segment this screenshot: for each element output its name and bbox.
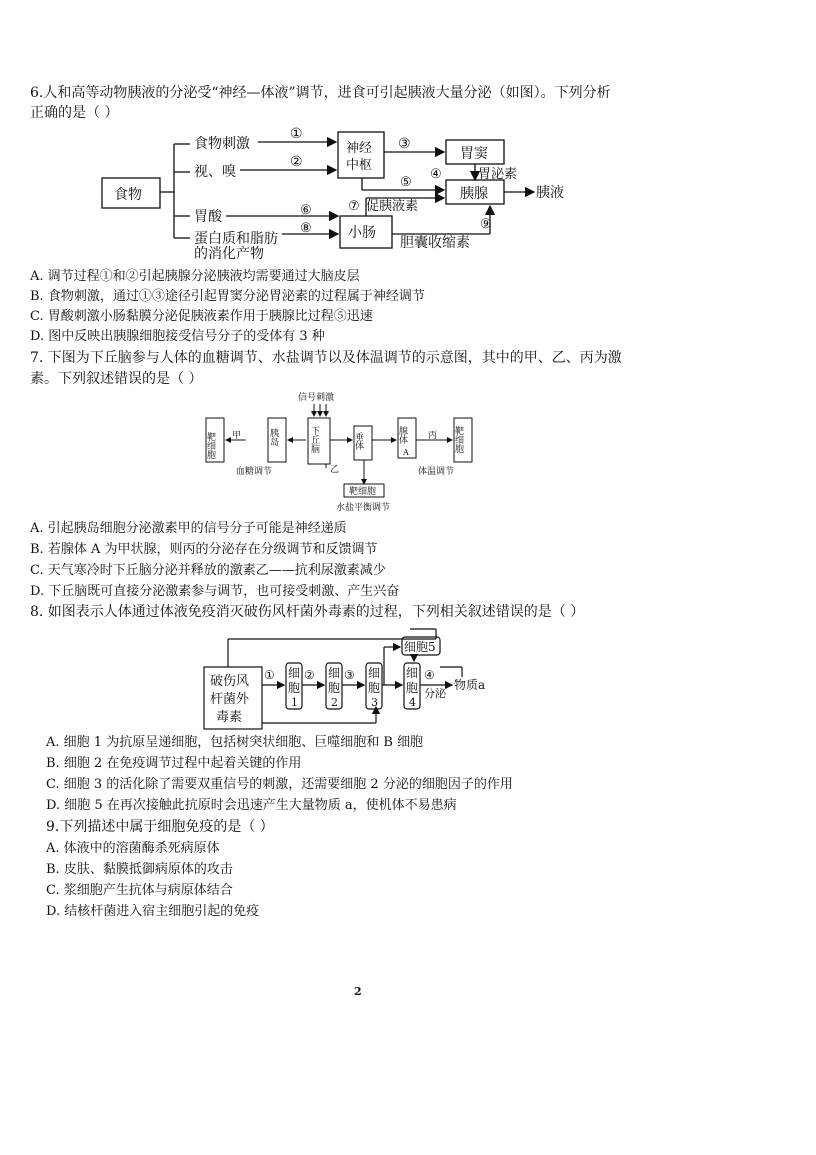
- q7-signal-label: 信号刺激: [298, 393, 335, 403]
- q8-cell-1-word: 细: [288, 666, 301, 680]
- q7-gland-a-label-1: 腺体: [397, 426, 407, 444]
- q8-option-d: D. 细胞 5 在再次接触此抗原时会迅速产生大量物质 a，使机体不易患病: [46, 798, 457, 813]
- q8-cell-2-num: 2: [331, 696, 338, 709]
- q9-option-d: D. 结核杆菌进入宿主细胞引起的免疫: [46, 904, 260, 919]
- q8-diagram: [200, 625, 510, 735]
- q8-num-3: ③: [344, 668, 355, 682]
- q7-target-cell-left-label: 靶细胞: [205, 432, 215, 459]
- q6-nerve-center-label-1: 神经: [346, 141, 373, 156]
- q8-option-b: B. 细胞 2 在免疫调节过程中起着关键的作用: [46, 756, 302, 771]
- q7-glucose-reg-label: 血糖调节: [236, 467, 273, 477]
- q6-diagram: [90, 122, 570, 262]
- q8-cell-4-word: 细: [406, 666, 419, 680]
- q8-secrete-label: 分泌: [424, 687, 446, 700]
- q6-num-8: ⑧: [300, 221, 312, 236]
- q6-stem-line1: 6.人和高等动物胰液的分泌受“神经—体液”调节，进食可引起胰液大量分泌（如图）。下列分析: [30, 85, 611, 101]
- q8-num-4: ④: [424, 668, 435, 682]
- q8-cell-3-word: 细: [368, 666, 381, 680]
- page-number: 2: [354, 985, 362, 998]
- q6-protein-fat-label-1: 蛋白质和脂肪: [194, 231, 278, 247]
- q6-num-3: ③: [398, 136, 411, 152]
- q7-target-cell-right-label: 靶细胞: [453, 426, 463, 453]
- q6-food-stimulus-label: 食物刺激: [194, 136, 250, 152]
- q8-toxin-label-3: 毒素: [216, 710, 243, 725]
- q8-substance-a-label: 物质a: [454, 678, 486, 692]
- q6-stem-line2: 正确的是（ ）: [30, 105, 119, 121]
- q6-option-c: C. 胃酸刺激小肠黏膜分泌促胰液素作用于胰腺比过程⑤迅速: [30, 309, 373, 324]
- q6-num-6-left: ⑥: [300, 203, 312, 218]
- q8-cell-4-word2: 胞: [406, 681, 419, 695]
- q8-toxin-label-2: 杆菌外: [210, 692, 250, 707]
- q7-water-reg-label: 水盐平衡调节: [336, 503, 391, 513]
- q6-option-b: B. 食物刺激，通过①③途径引起胃窦分泌胃泌素的过程属于神经调节: [30, 289, 425, 304]
- q8-cell-2-word: 细: [328, 666, 341, 680]
- q8-toxin-label-1: 破伤风: [210, 674, 250, 689]
- q7-temp-reg-label: 体温调节: [418, 467, 455, 477]
- q6-nerve-center-label-2: 中枢: [346, 158, 373, 173]
- q6-num-2: ②: [290, 154, 303, 170]
- q7-pituitary-label: 垂体: [353, 432, 363, 450]
- q7-stem-line2: 素。下列叙述错误的是（ ）: [30, 371, 203, 387]
- q8-option-a: A. 细胞 1 为抗原呈递细胞，包括树突状细胞、巨噬细胞和 B 细胞: [46, 735, 424, 750]
- q8-cell-1-num: 1: [291, 696, 298, 709]
- q6-num-4: ④: [430, 167, 442, 182]
- q6-option-a: A. 调节过程①和②引起胰腺分泌胰液均需要通过大脑皮层: [30, 269, 360, 284]
- q6-gastric-acid-label: 胃酸: [194, 209, 222, 225]
- q6-num-5: ⑤: [400, 175, 412, 190]
- q7-diagram: [198, 388, 488, 514]
- q8-cell-1-word2: 胞: [288, 681, 301, 695]
- q9-option-b: B. 皮肤、黏膜抵御病原体的攻击: [46, 862, 233, 877]
- q6-option-d: D. 图中反映出胰腺细胞接受信号分子的受体有 3 种: [30, 329, 325, 344]
- q6-cck-label: 胆囊收缩素: [400, 235, 470, 251]
- q9-option-c: C. 浆细胞产生抗体与病原体结合: [46, 883, 233, 898]
- q6-num-9: ⑨: [480, 217, 492, 232]
- q8-cell-3-word2: 胞: [368, 681, 381, 695]
- q6-sight-smell-label: 视、嗅: [194, 164, 236, 180]
- q6-pancreatic-juice-label: 胰液: [536, 185, 564, 201]
- q7-option-a: A. 引起胰岛细胞分泌激素甲的信号分子可能是神经递质: [30, 521, 347, 536]
- q6-stomach-label: 胃窦: [460, 146, 488, 162]
- q7-stem-line1: 7. 下图为下丘脑参与人体的血糖调节、水盐调节以及体温调节的示意图，其中的甲、乙、丙为激: [30, 350, 622, 366]
- q6-num-1: ①: [290, 126, 303, 142]
- q8-num-1: ①: [264, 668, 275, 682]
- q7-option-c: C. 天气寒冷时下丘脑分泌并释放的激素乙——抗利尿激素减少: [30, 563, 386, 578]
- q8-cell-4-num: 4: [409, 696, 416, 709]
- q9-stem: 9.下列描述中属于细胞免疫的是（ ）: [46, 819, 274, 835]
- q7-hormone-yi: 乙: [330, 465, 340, 475]
- q7-gland-a-label-2: A: [403, 448, 409, 457]
- q7-hormone-jia: 甲: [232, 431, 242, 441]
- q8-cell-2-word2: 胞: [328, 681, 341, 695]
- q8-cell-5-label: 细胞5: [404, 640, 436, 654]
- q6-food-label: 食物: [114, 187, 142, 203]
- q6-secretin-label: 促胰液素: [366, 199, 419, 214]
- q6-gastrin-label: 胃泌素: [478, 167, 518, 182]
- q8-option-c: C. 细胞 3 的活化除了需要双重信号的刺激，还需要细胞 2 分泌的细胞因子的作用: [46, 777, 513, 792]
- q7-islet-label: 胰岛: [268, 428, 278, 446]
- q8-num-2: ②: [304, 668, 315, 682]
- q7-hypothalamus-label: 下丘脑: [309, 426, 319, 453]
- q7-target-cell-water-label: 靶细胞: [349, 487, 377, 497]
- q7-hormone-bing: 丙: [428, 431, 438, 441]
- q6-num-7: ⑦: [348, 199, 360, 214]
- q7-option-b: B. 若腺体 A 为甲状腺，则丙的分泌存在分级调节和反馈调节: [30, 542, 378, 557]
- q6-small-intestine-label: 小肠: [348, 225, 376, 241]
- q8-stem: 8. 如图表示人体通过体液免疫消灭破伤风杆菌外毒素的过程，下列相关叙述错误的是（ ）: [30, 604, 585, 620]
- q6-protein-fat-label-2: 的消化产物: [194, 246, 264, 262]
- q8-cell-3-num: 3: [371, 696, 378, 709]
- q6-pancreas-label: 胰腺: [460, 186, 488, 202]
- q9-option-a: A. 体液中的溶菌酶杀死病原体: [46, 841, 220, 856]
- q7-option-d: D. 下丘脑既可直接分泌激素参与调节，也可接受刺激、产生兴奋: [30, 584, 400, 599]
